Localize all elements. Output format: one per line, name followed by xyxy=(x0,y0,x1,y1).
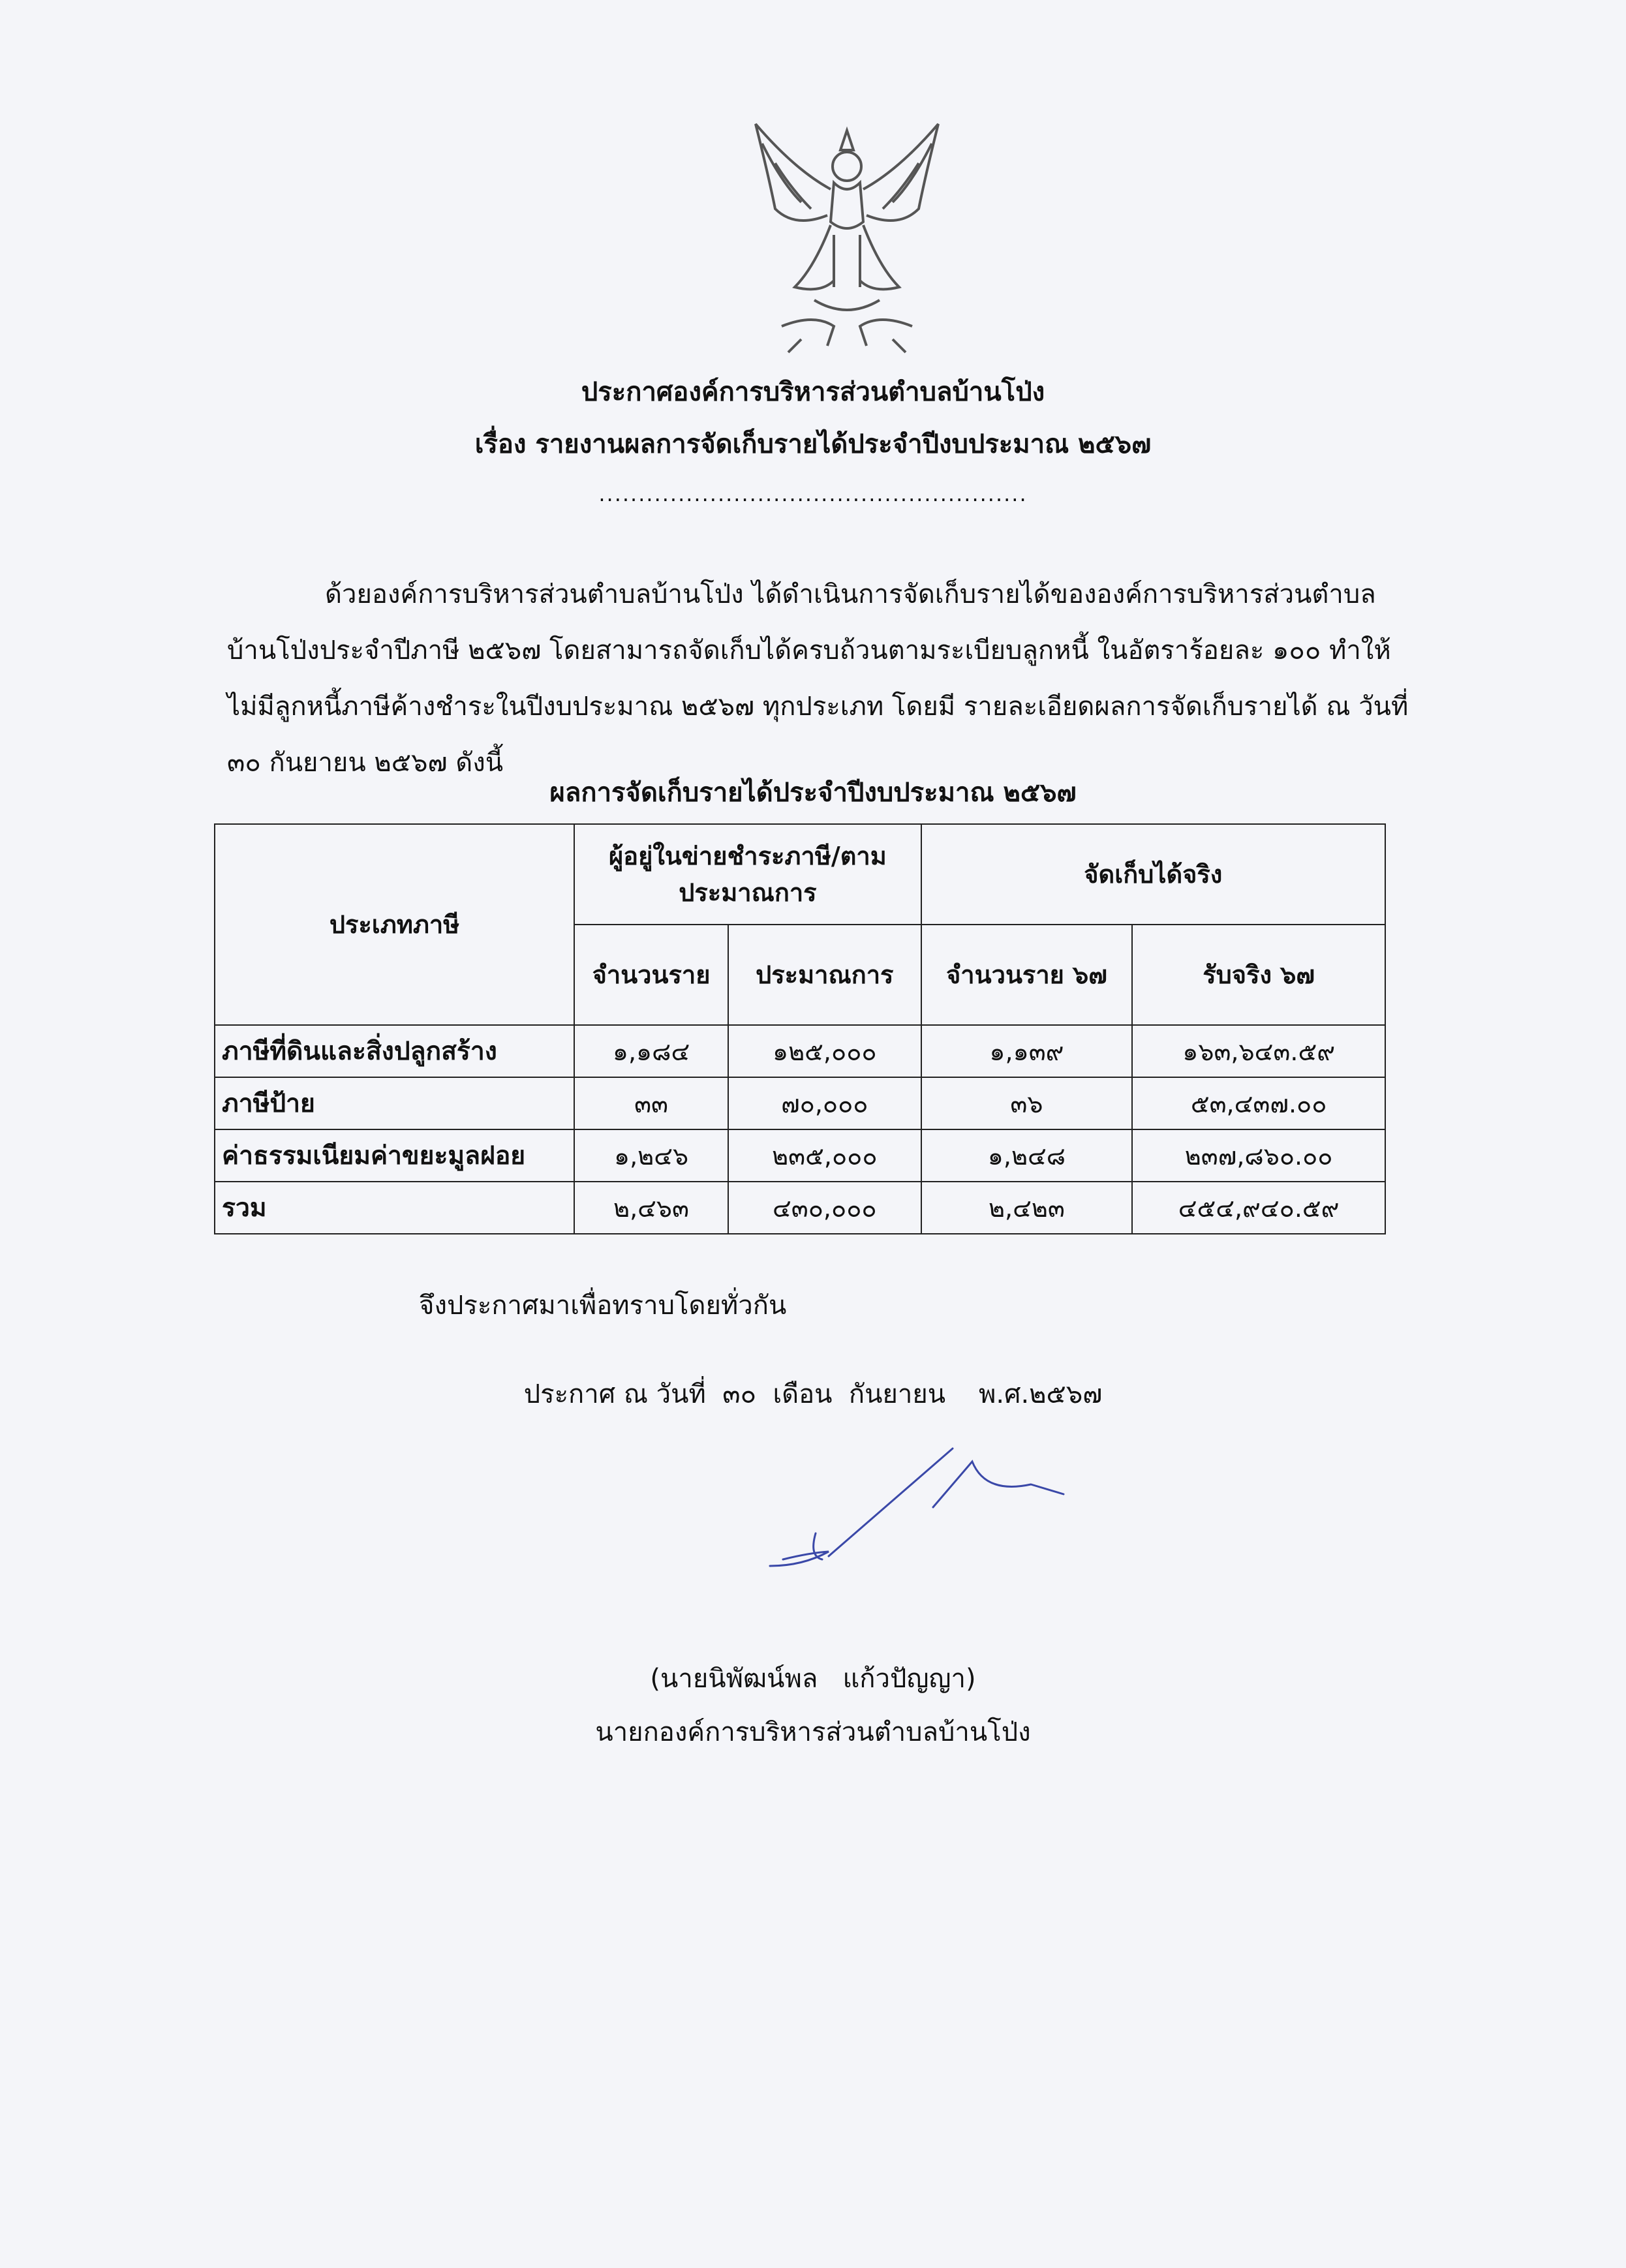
count-cell: ๓๓ xyxy=(574,1077,728,1129)
tax-type-cell: รวม xyxy=(215,1182,574,1234)
body-line: บ้านโป่งประจำปีภาษี ๒๕๖๗ โดยสามารถจัดเก็บได้ครบถ้วนตามระเบียบลูกหนี้ ในอัตราร้อยละ ๑๐๐ ทำให้ xyxy=(227,636,1391,666)
signature xyxy=(757,1435,1096,1579)
estimate-cell: ๔๓๐,๐๐๐ xyxy=(728,1182,921,1234)
announcement-date: ประกาศ ณ วันที่ ๓๐ เดือน กันยายน พ.ศ.๒๕๖๗ xyxy=(523,1379,1103,1409)
table-row xyxy=(215,1077,1385,1129)
header-actual-count: จำนวนราย ๖๗ xyxy=(921,925,1133,1025)
header-actual-received: รับจริง ๖๗ xyxy=(1132,925,1385,1025)
count-cell: ๑,๒๔๖ xyxy=(574,1129,728,1182)
estimate-cell: ๗๐,๐๐๐ xyxy=(728,1077,921,1129)
body-line: ด้วยองค์การบริหารส่วนตำบลบ้านโป่ง ได้ดำเนินการจัดเก็บรายได้ขององค์การบริหารส่วนตำบล xyxy=(325,579,1376,609)
table-row-total xyxy=(215,1182,1385,1234)
count-cell: ๒,๔๖๓ xyxy=(574,1182,728,1234)
received-cell: ๑๖๓,๖๔๓.๕๙ xyxy=(1132,1025,1385,1077)
count-cell: ๑,๑๘๔ xyxy=(574,1025,728,1077)
header-count: จำนวนราย xyxy=(574,925,728,1025)
estimate-cell: ๑๒๕,๐๐๐ xyxy=(728,1025,921,1077)
header-estimate: ประมาณการ xyxy=(728,925,921,1025)
announcement-title: ประกาศองค์การบริหารส่วนตำบลบ้านโป่ง xyxy=(581,377,1045,407)
actual-count-cell: ๑,๑๓๙ xyxy=(921,1025,1133,1077)
body-line: ไม่มีลูกหนี้ภาษีค้างชำระในปีงบประมาณ ๒๕๖๗ ทุกประเภท โดยมี รายละเอียดผลการจัดเก็บรายได้ ณ วันที่ xyxy=(227,692,1409,722)
body-paragraph xyxy=(227,566,1459,791)
received-cell: ๕๓,๔๓๗.๐๐ xyxy=(1132,1077,1385,1129)
table-caption: ผลการจัดเก็บรายได้ประจำปีงบประมาณ ๒๕๖๗ xyxy=(549,778,1077,808)
separator-dots: ...................................................... xyxy=(598,482,1028,506)
body-line: ๓๐ กันยายน ๒๕๖๗ ดังนี้ xyxy=(227,748,504,778)
estimate-cell: ๒๓๕,๐๐๐ xyxy=(728,1129,921,1182)
table-row xyxy=(215,1025,1385,1077)
closing-statement: จึงประกาศมาเพื่อทราบโดยทั่วกัน xyxy=(419,1291,787,1321)
announcement-subject: เรื่อง รายงานผลการจัดเก็บรายได้ประจำปีงบประมาณ ๒๕๖๗ xyxy=(474,429,1152,459)
tax-type-cell: ค่าธรรมเนียมค่าขยะมูลฝอย xyxy=(215,1129,574,1182)
received-cell: ๔๕๔,๙๔๐.๕๙ xyxy=(1132,1182,1385,1234)
actual-count-cell: ๓๖ xyxy=(921,1077,1133,1129)
header-tax-type: ประเภทภาษี xyxy=(215,824,574,1025)
header-expected-group: ผู้อยู่ในข่ายชำระภาษี/ตามประมาณการ xyxy=(574,824,921,925)
actual-count-cell: ๑,๒๔๘ xyxy=(921,1129,1133,1182)
header-actual-group: จัดเก็บได้จริง xyxy=(921,824,1385,925)
signer-name: (นายนิพัฒน์พล แก้วปัญญา) xyxy=(650,1664,976,1694)
revenue-table xyxy=(214,823,1386,1234)
table-row xyxy=(215,1129,1385,1182)
tax-type-cell: ภาษีป้าย xyxy=(215,1077,574,1129)
received-cell: ๒๓๗,๘๖๐.๐๐ xyxy=(1132,1129,1385,1182)
signer-position: นายกองค์การบริหารส่วนตำบลบ้านโป่ง xyxy=(595,1717,1031,1747)
tax-type-cell: ภาษีที่ดินและสิ่งปลูกสร้าง xyxy=(215,1025,574,1077)
actual-count-cell: ๒,๔๒๓ xyxy=(921,1182,1133,1234)
garuda-emblem-icon xyxy=(736,117,958,359)
